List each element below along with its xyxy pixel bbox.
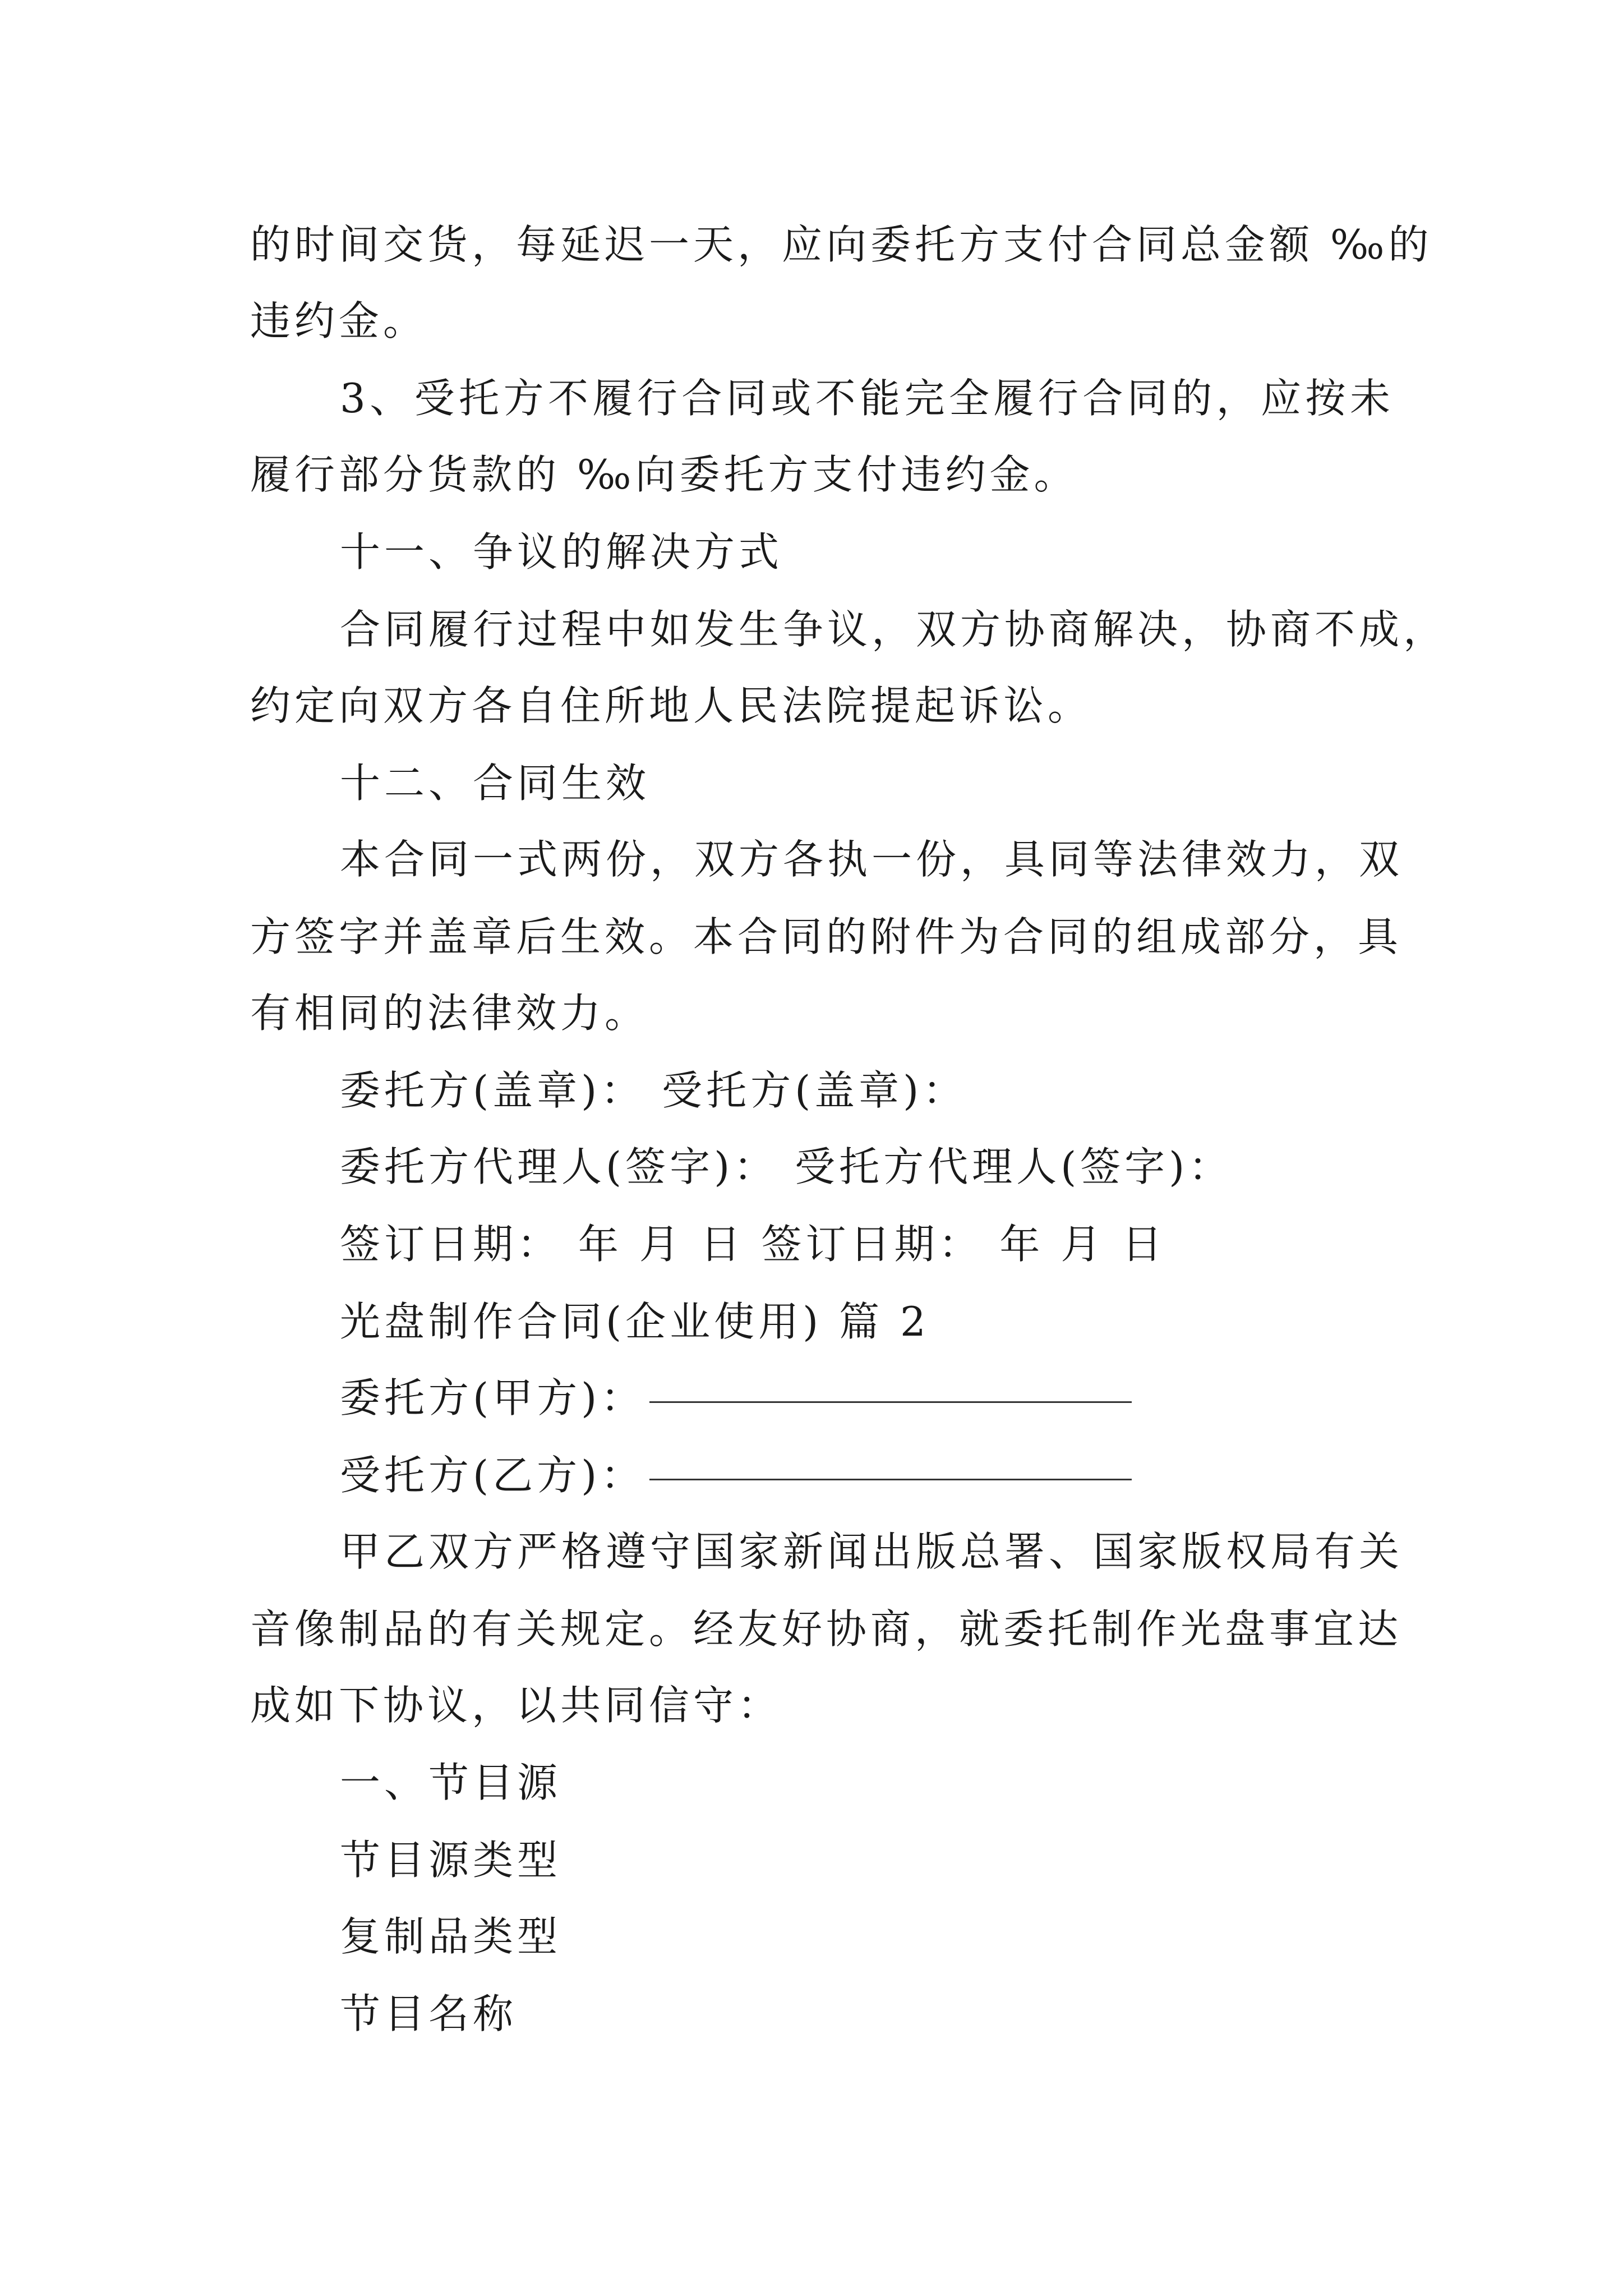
text-line: 约定向双方各自住所地人民法院提起诉讼。 xyxy=(250,682,1092,729)
party-b-blank-line xyxy=(649,1442,1132,1480)
section-heading: 十一、争议的解决方式 xyxy=(340,528,783,576)
text-line: 音像制品的有关规定。经友好协商，就委托制作光盘事宜达 xyxy=(250,1605,1403,1653)
party-a-blank-line xyxy=(649,1364,1132,1403)
party-b-label: 受托方(乙方)： xyxy=(340,1452,645,1499)
field-label: 节目源类型 xyxy=(340,1837,562,1884)
field-label: 复制品类型 xyxy=(340,1913,562,1960)
party-a-row xyxy=(340,1364,1484,1432)
date-line: 签订日期： 年 月 日 签订日期： 年 月 日 xyxy=(340,1221,1166,1268)
section-heading: 十二、合同生效 xyxy=(340,760,651,807)
text-line: 的时间交货，每延迟一天，应向委托方支付合同总金额 ‰的 xyxy=(250,221,1433,268)
text-line: 3、受托方不履行合同或不能完全履行合同的，应按未 xyxy=(340,375,1394,422)
text-line: 有相同的法律效力。 xyxy=(250,990,649,1037)
text-line: 违约金。 xyxy=(250,297,428,344)
text-line: 本合同一式两份，双方各执一份，具同等法律效力，双 xyxy=(340,836,1404,883)
field-label: 节目名称 xyxy=(340,1990,518,2037)
text-line: 合同履行过程中如发生争议，双方协商解决，协商不成， xyxy=(340,606,1448,653)
text-line: 成如下协议，以共同信守： xyxy=(250,1682,782,1729)
text-line: 履行部分货款的 ‰向委托方支付违约金。 xyxy=(250,451,1078,498)
text-line: 甲乙双方严格遵守国家新闻出版总署、国家版权局有关 xyxy=(340,1528,1404,1575)
party-b-row xyxy=(340,1442,1484,1509)
party-a-label: 委托方(甲方)： xyxy=(340,1374,645,1421)
section-heading: 一、节目源 xyxy=(340,1759,562,1806)
contract-title: 光盘制作合同(企业使用) 篇 2 xyxy=(340,1298,930,1345)
signature-line: 委托方代理人(签字)： 受托方代理人(签字)： xyxy=(340,1143,1233,1190)
text-line: 方签字并盖章后生效。本合同的附件为合同的组成部分，具 xyxy=(250,913,1403,960)
signature-line: 委托方(盖章)： 受托方(盖章)： xyxy=(340,1067,967,1114)
